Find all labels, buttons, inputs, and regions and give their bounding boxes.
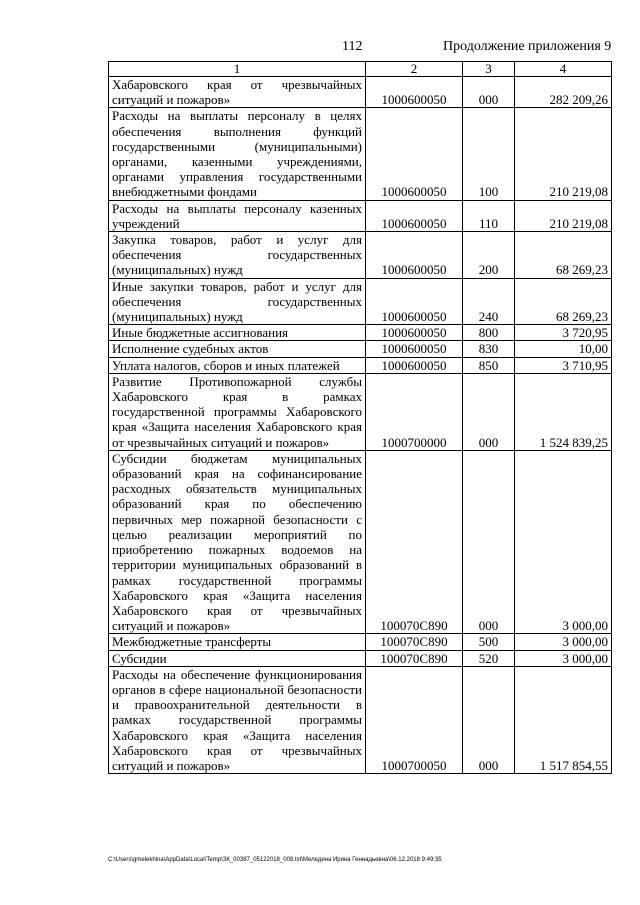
- row-amount: 210 219,08: [515, 108, 612, 200]
- table-row: [109, 278, 612, 325]
- row-amount: 1 524 839,25: [515, 373, 612, 450]
- row-amount: 68 269,23: [515, 278, 612, 325]
- row-expense-type: 110: [463, 200, 515, 231]
- row-code: 100070С890: [366, 450, 463, 633]
- row-code: 1000600050: [366, 278, 463, 325]
- row-expense-type: 500: [463, 634, 515, 650]
- row-amount: 10,00: [515, 341, 612, 357]
- row-description: Иные бюджетные ассигнования: [109, 325, 366, 341]
- row-amount: 282 209,26: [515, 77, 612, 108]
- row-expense-type: 830: [463, 341, 515, 357]
- row-expense-type: 520: [463, 650, 515, 666]
- table-row: [109, 650, 612, 666]
- table-row: [109, 325, 612, 341]
- row-code: 100070С890: [366, 634, 463, 650]
- row-description: Расходы на выплаты персоналу казенных учреждений: [109, 200, 366, 231]
- table-row: [109, 77, 612, 108]
- row-description: Уплата налогов, сборов и иных платежей: [109, 357, 366, 373]
- appendix-title: Продолжение приложения 9: [443, 39, 612, 54]
- row-code: 1000600050: [366, 232, 463, 279]
- row-description: Межбюджетные трансферты: [109, 634, 366, 650]
- row-code: 1000600050: [366, 325, 463, 341]
- table-row: [109, 200, 612, 231]
- row-description: Иные закупки товаров, работ и услуг для обеспечения государственных (муниципальных) нужд: [109, 278, 366, 325]
- row-code: 100070С890: [366, 650, 463, 666]
- column-number-2: 2: [366, 62, 463, 77]
- row-description: Хабаровского края от чрезвычайных ситуаций и пожаров»: [109, 77, 366, 108]
- budget-table: [108, 61, 612, 774]
- row-amount: 68 269,23: [515, 232, 612, 279]
- table-row: [109, 357, 612, 373]
- table-row: [109, 232, 612, 279]
- row-expense-type: 100: [463, 108, 515, 200]
- table-row: [109, 634, 612, 650]
- row-expense-type: 800: [463, 325, 515, 341]
- row-code: 1000600050: [366, 341, 463, 357]
- row-expense-type: 240: [463, 278, 515, 325]
- column-number-4: 4: [515, 62, 612, 77]
- row-description: Субсидии бюджетам муниципальных образований края на софинансирование расходных обязательств муниципальных образований края по обеспечению первичных мер пожарной безопасности с целью реализации мероприятий по приобретению пожарных водоемов на территории муниципальных образований в рамках государственной программы Хабаровского края «Защита населения Хабаровского края от чрезвычайных ситуаций и пожаров»: [109, 450, 366, 633]
- row-expense-type: 000: [463, 77, 515, 108]
- row-description: Субсидии: [109, 650, 366, 666]
- row-expense-type: 000: [463, 666, 515, 773]
- table-row: [109, 108, 612, 200]
- row-amount: 3 000,00: [515, 450, 612, 633]
- table-row: [109, 341, 612, 357]
- row-amount: 3 710,95: [515, 357, 612, 373]
- row-description: Расходы на выплаты персоналу в целях обеспечения выполнения функций государственными (муниципальными) органами, казенными учреждениями, органами управления государственными внебюджетными фондами: [109, 108, 366, 200]
- table-row: [109, 450, 612, 633]
- row-amount: 210 219,08: [515, 200, 612, 231]
- row-code: 1000600050: [366, 200, 463, 231]
- row-description: Закупка товаров, работ и услуг для обеспечения государственных (муниципальных) нужд: [109, 232, 366, 279]
- row-expense-type: 000: [463, 373, 515, 450]
- column-number-1: 1: [109, 62, 366, 77]
- row-amount: 1 517 854,55: [515, 666, 612, 773]
- column-number-row: [109, 62, 612, 77]
- row-code: 1000700050: [366, 666, 463, 773]
- row-code: 1000600050: [366, 77, 463, 108]
- table-row: [109, 666, 612, 773]
- row-description: Развитие Противопожарной службы Хабаровского края в рамках государственной программы Хабаровского края «Защита населения Хабаровского края от чрезвычайных ситуаций и пожаров»: [109, 373, 366, 450]
- column-number-3: 3: [463, 62, 515, 77]
- page-number: 112: [342, 39, 363, 54]
- row-description: Расходы на обеспечение функционирования органов в сфере национальной безопасности и правоохранительной деятельности в рамках государственной программы Хабаровского края «Защита населения Хабаровского края от чрезвычайных ситуаций и пожаров»: [109, 666, 366, 773]
- row-code: 1000600050: [366, 108, 463, 200]
- table-row: [109, 373, 612, 450]
- row-amount: 3 000,00: [515, 650, 612, 666]
- row-description: Исполнение судебных актов: [109, 341, 366, 357]
- row-expense-type: 200: [463, 232, 515, 279]
- row-code: 1000700000: [366, 373, 463, 450]
- row-expense-type: 850: [463, 357, 515, 373]
- row-amount: 3 720,95: [515, 325, 612, 341]
- footer-file-path: C:\Users\gmelekhina\AppData\Local\Temp\ЗК_00387_05122018_009.txt\Меледина Ирина Геннадьевна\06.12.2018 9:49:35: [108, 857, 442, 863]
- row-code: 1000600050: [366, 357, 463, 373]
- row-amount: 3 000,00: [515, 634, 612, 650]
- row-expense-type: 000: [463, 450, 515, 633]
